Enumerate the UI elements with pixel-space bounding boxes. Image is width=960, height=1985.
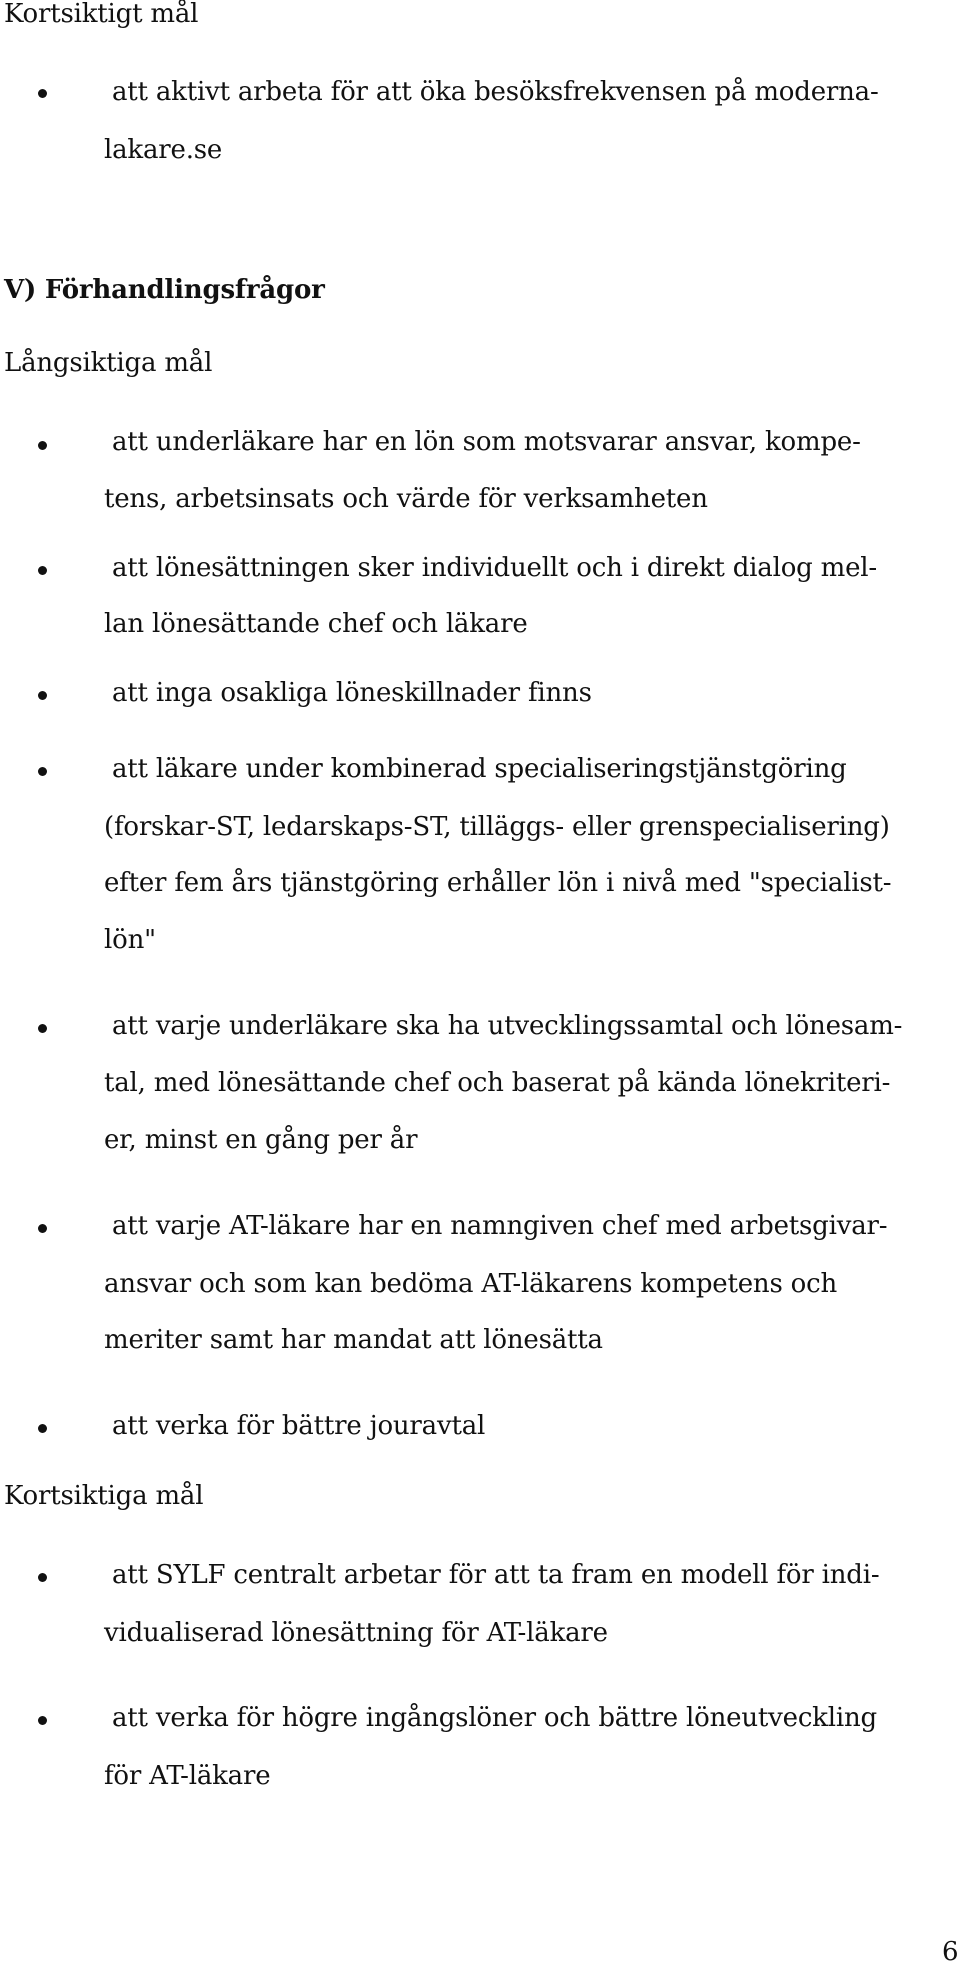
page-number: 6 xyxy=(942,1937,959,1967)
list-item-line: (forskar-ST, ledarskaps-ST, tilläggs- eller grenspecialisering) xyxy=(104,812,890,842)
list-item-line: att verka för högre ingångslöner och bättre löneutveckling xyxy=(112,1703,877,1733)
list-item-line: att aktivt arbeta för att öka besöksfrekvensen på moderna- xyxy=(112,77,879,107)
list-item-line: er, minst en gång per år xyxy=(104,1125,418,1155)
bullet-icon xyxy=(38,441,47,450)
list-item-line: att SYLF centralt arbetar för att ta fram en modell för indi- xyxy=(112,1560,880,1590)
bullet-icon xyxy=(38,1424,47,1433)
list-item-line: att inga osakliga löneskillnader finns xyxy=(112,678,592,708)
list-item-line: att läkare under kombinerad specialiseringstjänstgöring xyxy=(112,754,847,784)
heading-short-term: Kortsiktiga mål xyxy=(4,1481,204,1511)
bullet-icon xyxy=(38,1224,47,1233)
bullet-icon xyxy=(38,1573,47,1582)
section-title: V) Förhandlingsfrågor xyxy=(4,275,325,305)
bullet-icon xyxy=(38,1024,47,1033)
bullet-icon xyxy=(38,691,47,700)
list-item-line: tens, arbetsinsats och värde för verksamheten xyxy=(104,484,708,514)
list-item-line: tal, med lönesättande chef och baserat på kända lönekriteri- xyxy=(104,1068,891,1098)
list-item-line: att verka för bättre jouravtal xyxy=(112,1411,486,1441)
list-item-line: lan lönesättande chef och läkare xyxy=(104,609,528,639)
list-item-line: för AT-läkare xyxy=(104,1761,271,1791)
list-item-line: att varje underläkare ska ha utvecklingssamtal och lönesam- xyxy=(112,1011,903,1041)
bullet-icon xyxy=(38,767,47,776)
list-item-line: lakare.se xyxy=(104,135,223,165)
bullet-icon xyxy=(38,1716,47,1725)
list-item-line: meriter samt har mandat att lönesätta xyxy=(104,1325,603,1355)
list-item-line: vidualiserad lönesättning för AT-läkare xyxy=(104,1618,608,1648)
list-item-line: efter fem års tjänstgöring erhåller lön i nivå med "specialist- xyxy=(104,868,892,898)
list-item-line: att varje AT-läkare har en namngiven chef med arbetsgivar- xyxy=(112,1211,888,1241)
list-item-line: ansvar och som kan bedöma AT-läkarens kompetens och xyxy=(104,1269,838,1299)
list-item-line: lön" xyxy=(104,925,156,955)
heading-short-term-top: Kortsiktigt mål xyxy=(4,0,199,29)
bullet-icon xyxy=(38,566,47,575)
bullet-icon xyxy=(38,89,47,98)
heading-long-term: Långsiktiga mål xyxy=(4,348,213,378)
list-item-line: att lönesättningen sker individuellt och i direkt dialog mel- xyxy=(112,553,877,583)
list-item-line: att underläkare har en lön som motsvarar ansvar, kompe- xyxy=(112,427,861,457)
